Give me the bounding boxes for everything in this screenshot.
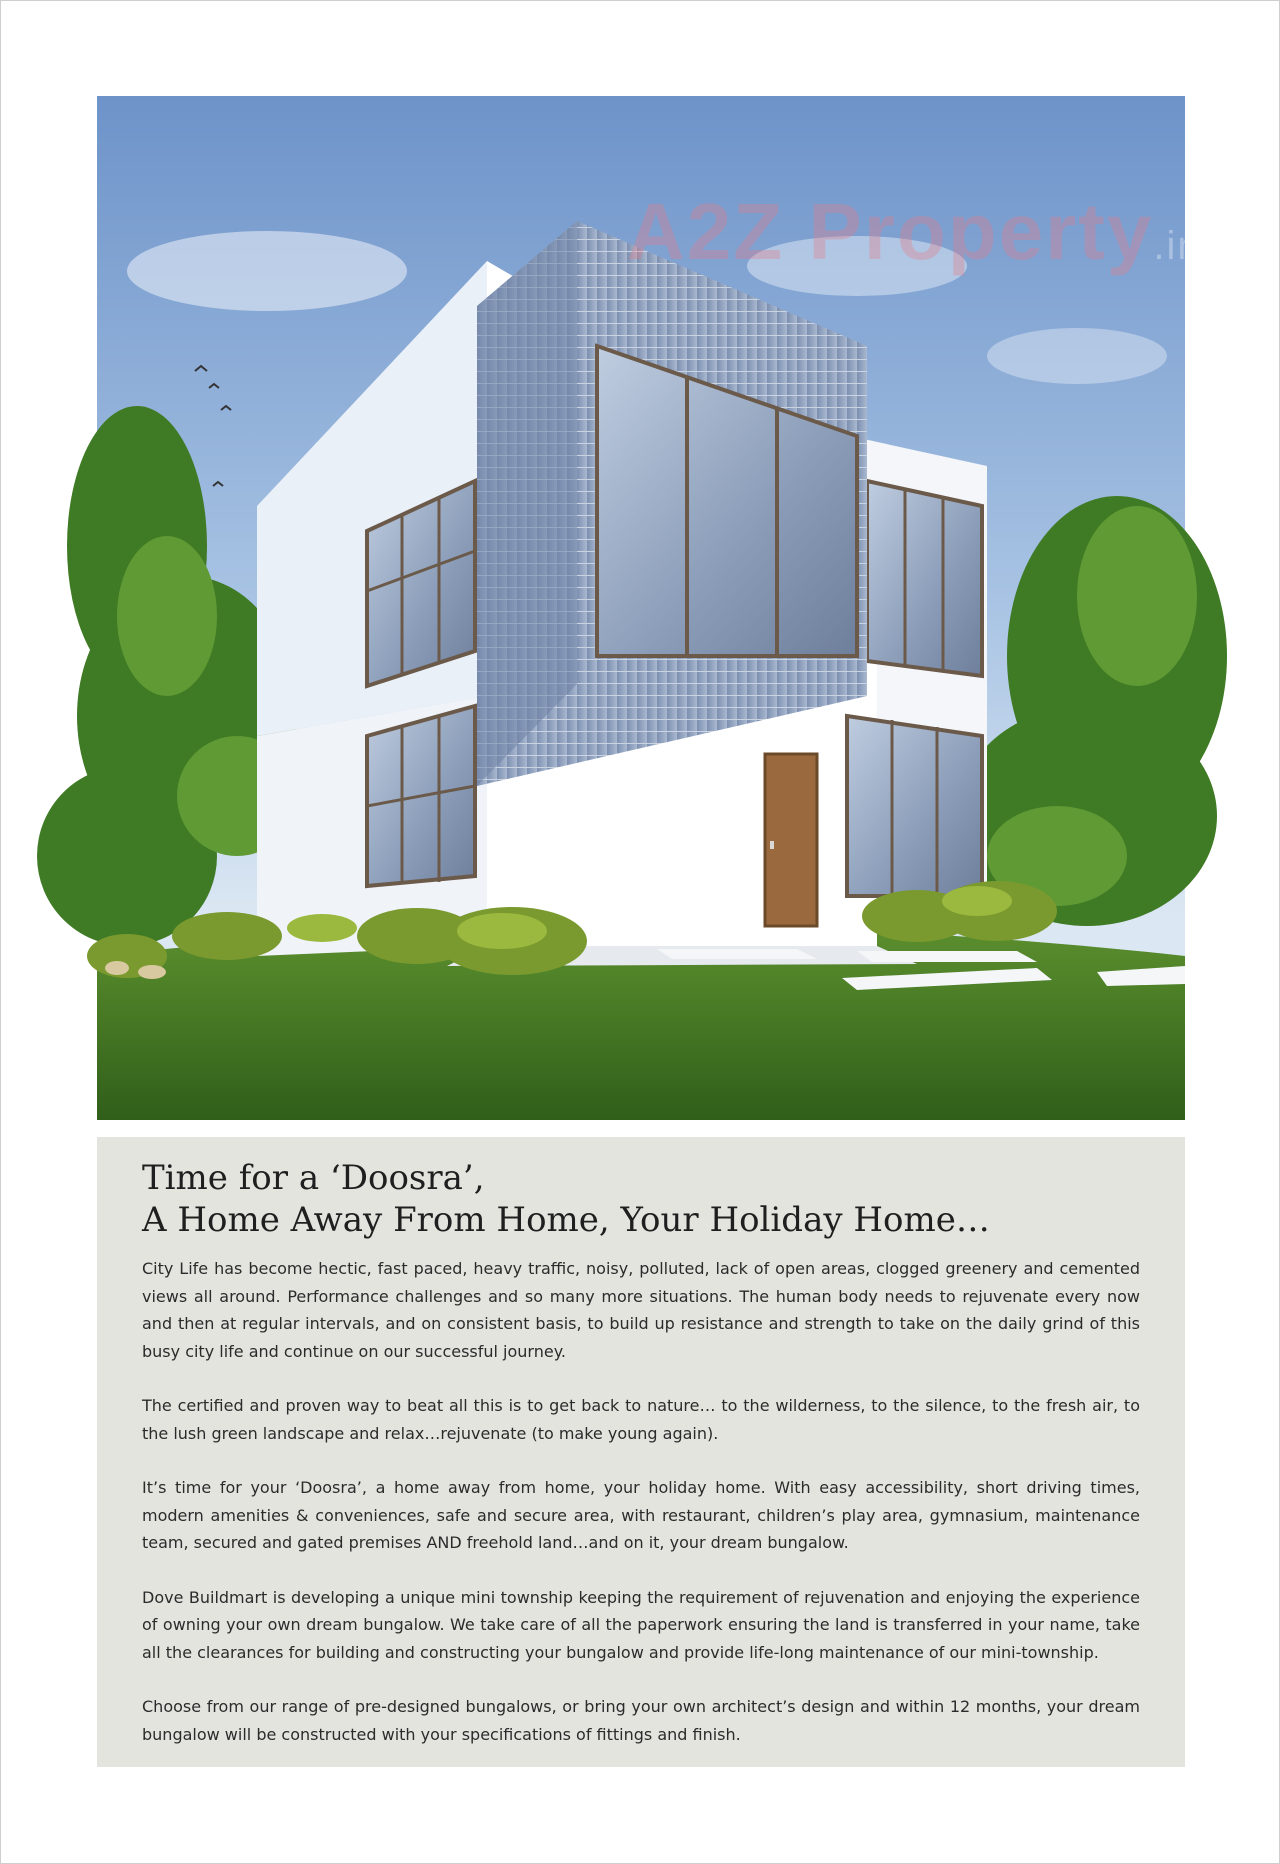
headline-line-2: A Home Away From Home, Your Holiday Home… — [142, 1200, 990, 1240]
headline — [142, 1157, 1140, 1241]
paragraph-city-life: City Life has become hectic, fast paced, heavy traffic, noisy, polluted, lack of open areas, clogged greenery and cemented views all around. Performance challenges and so many more situations. The human body needs to rejuvenate every now and then at regular intervals, and on consistent basis, to build up resistance and strength to take on the daily grind of this busy city life and continue on our successful journey. — [142, 1259, 1140, 1361]
paragraph-choose-design: Choose from our range of pre-designed bungalows, or bring your own architect’s design and within 12 months, your dream bungalow will be constructed with your specifications of fittings and finish. — [142, 1697, 1140, 1744]
watermark-main: A2Z Property — [627, 187, 1154, 276]
paragraph-dove-buildmart: Dove Buildmart is developing a unique mini township keeping the requirement of rejuvenation and enjoying the experience of owning your own dream bungalow. We take care of all the paperwork ensuring the land is transferred in your name, take all the clearances for building and constructing your bungalow and provide life-long maintenance of our mini-township. — [142, 1587, 1140, 1662]
paragraph-back-to-nature: The certified and proven way to beat all this is to get back to nature… to the wilderness, to the silence, to the fresh air, to the lush green landscape and relax…rejuvenate (to make young again). — [142, 1396, 1140, 1443]
paragraph-doosra: It’s time for your ‘Doosra’, a home away from home, your holiday home. With easy accessibility, short driving times, modern amenities & conveniences, safe and secure area, with restaurant, children’s play area, gymnasium, maintenance team, secured and gated premises AND freehold land…and on it, your dream bungalow. — [142, 1478, 1140, 1552]
watermark-sub: .in — [1153, 224, 1202, 268]
description-panel — [97, 1137, 1185, 1767]
watermark — [627, 186, 1202, 278]
headline-line-1: Time for a ‘Doosra’, — [142, 1158, 485, 1198]
bungalow-render-image — [97, 96, 1202, 1120]
